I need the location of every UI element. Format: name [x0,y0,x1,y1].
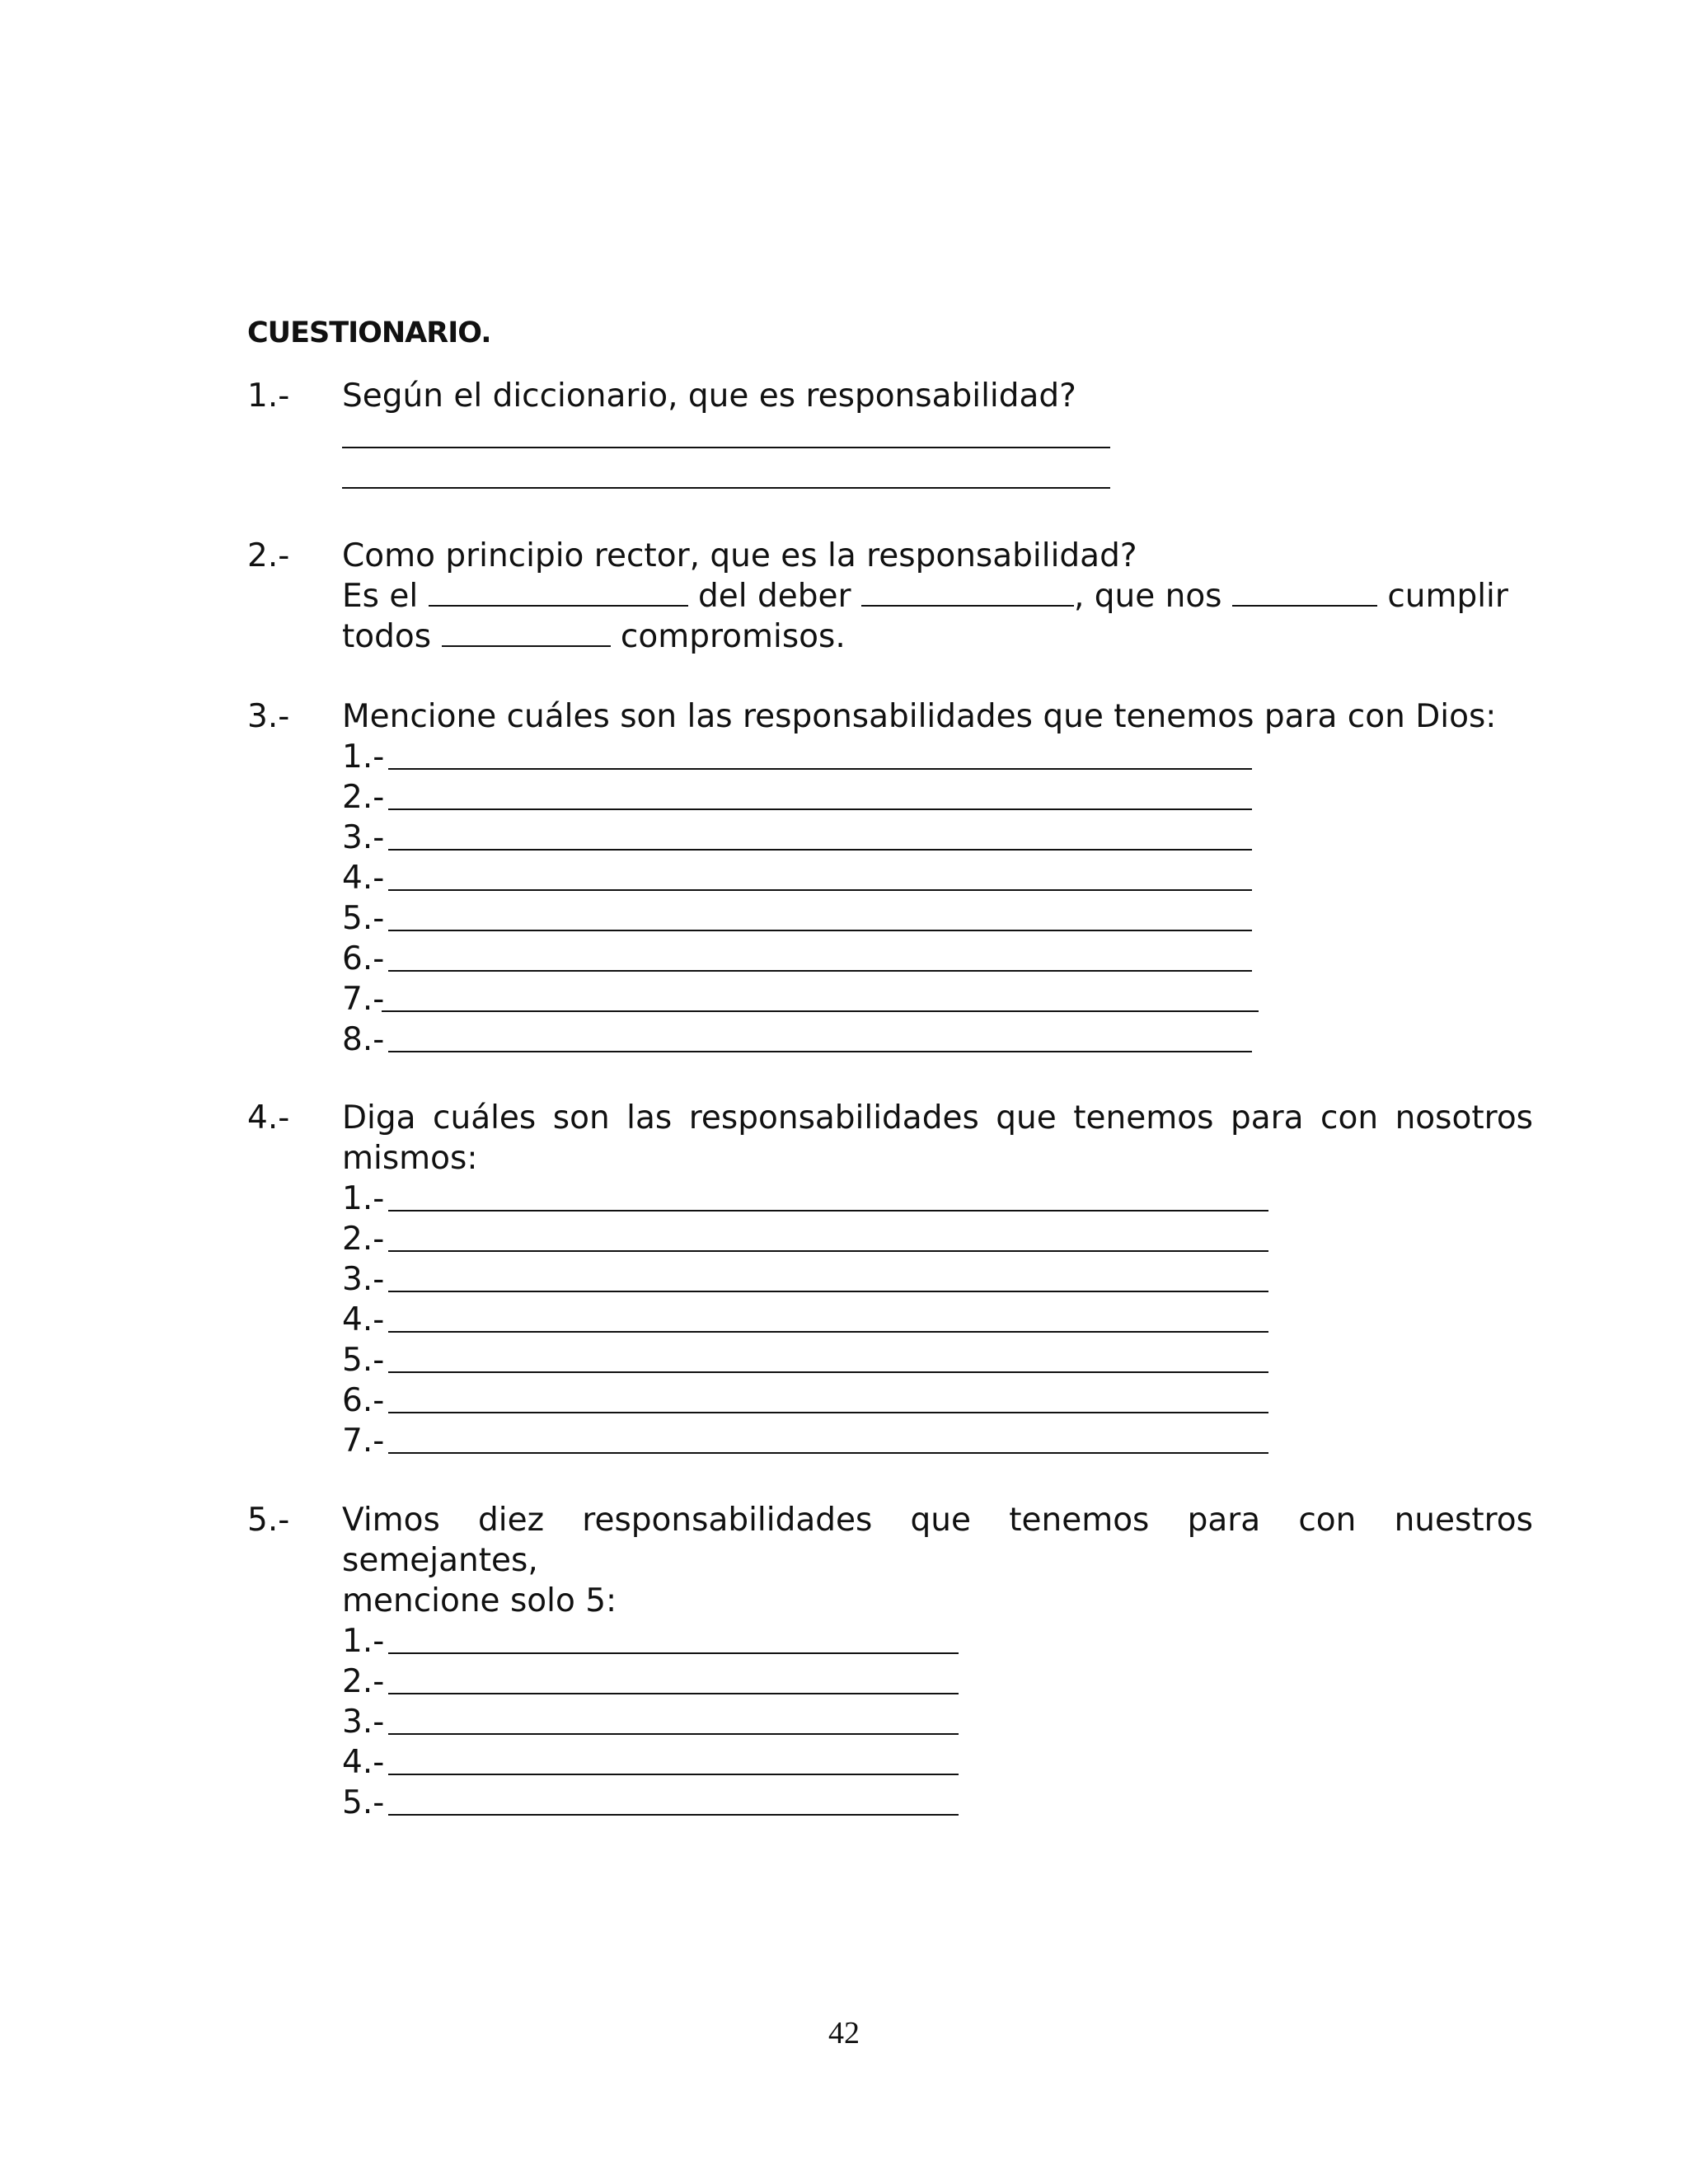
question-text: Como principio rector, que es la responsabilidad? [342,537,1137,574]
item-number: 5.- [342,900,385,937]
answer-line[interactable] [388,808,1252,810]
question-text: Según el diccionario, que es responsabilidad? [342,377,1076,415]
item-number: 3.- [342,1704,385,1741]
answer-line[interactable] [388,970,1252,972]
list-item [342,1259,1533,1300]
list-item [342,1179,1533,1219]
item-number: 6.- [342,1382,385,1419]
item-number: 8.- [342,1021,385,1058]
fill-text: cumplir [1387,578,1508,615]
list-item [342,1380,1533,1421]
answer-line[interactable] [388,889,1252,891]
list-item [342,1421,1533,1461]
question-number: 4.- [247,1099,290,1137]
answer-line[interactable] [382,1010,1259,1012]
fill-text: Es el [342,578,419,615]
fill-text: todos [342,618,432,655]
list-item [342,1661,1533,1702]
answer-line[interactable] [388,1210,1268,1212]
list-item [342,737,1533,777]
fill-blank[interactable] [429,580,688,607]
answer-line[interactable] [388,1774,959,1775]
fill-text: compromisos. [620,618,846,655]
fill-blank[interactable] [861,580,1074,607]
item-number: 5.- [342,1784,385,1821]
question-text: Vimos diez responsabilidades que tenemos para con nuestros semejantes, [342,1502,1533,1579]
item-number: 3.- [342,819,385,856]
list-item [342,777,1533,818]
fill-in-sentence-line-2 [342,616,1533,657]
item-number: 7.- [342,981,385,1018]
fill-text: , que nos [1073,578,1222,615]
item-number: 4.- [342,1301,385,1338]
fill-blank[interactable] [442,621,611,647]
item-number: 5.- [342,1342,385,1379]
list-item [342,1019,1533,1060]
list-item [342,939,1533,979]
question-text: Diga cuáles son las responsabilidades que tenemos para con nosotros [342,1099,1533,1137]
item-number: 1.- [342,738,385,776]
answer-line[interactable] [388,1814,959,1816]
answer-line[interactable] [388,1452,1268,1454]
fill-in-sentence-line-1 [342,576,1533,616]
list-item [342,898,1533,939]
answer-line[interactable] [342,447,1110,448]
answer-line[interactable] [388,1331,1268,1333]
list-item [342,1702,1533,1742]
list-item [342,979,1533,1019]
fill-blank[interactable] [1232,580,1377,607]
list-item [342,1742,1533,1783]
item-number: 2.- [342,1221,385,1258]
item-number: 2.- [342,779,385,816]
item-number: 7.- [342,1422,385,1460]
list-item [342,858,1533,898]
list-item [342,1219,1533,1259]
question-number: 2.- [247,537,290,574]
list-item [342,1621,1533,1661]
item-number: 4.- [342,860,385,897]
list-item [342,1340,1533,1380]
list-item [342,1783,1533,1823]
answer-line[interactable] [388,1412,1268,1413]
list-item [342,818,1533,858]
page-number: 42 [828,2016,860,2050]
item-number: 6.- [342,940,385,977]
answer-line[interactable] [388,1291,1268,1292]
answer-line[interactable] [388,1652,959,1654]
fill-text: del deber [698,578,851,615]
answer-line[interactable] [388,1693,959,1694]
question-text-continued: mencione solo 5: [342,1582,617,1619]
question-text: Mencione cuáles son las responsabilidades que tenemos para con Dios: [342,698,1497,735]
page-heading: CUESTIONARIO. [247,316,491,349]
answer-line[interactable] [388,930,1252,931]
answer-line[interactable] [388,1250,1268,1252]
question-text-continued: mismos: [342,1140,478,1177]
question-number: 5.- [247,1502,290,1539]
answer-line[interactable] [388,1051,1252,1052]
answer-line[interactable] [388,1733,959,1735]
item-number: 2.- [342,1663,385,1700]
item-number: 1.- [342,1180,385,1217]
item-number: 4.- [342,1744,385,1781]
answer-line[interactable] [342,487,1110,489]
answer-line[interactable] [388,1371,1268,1373]
question-number: 3.- [247,698,290,735]
answer-lines [342,416,1533,499]
list-item [342,1300,1533,1340]
item-number: 3.- [342,1261,385,1298]
answer-line[interactable] [388,849,1252,851]
item-number: 1.- [342,1623,385,1660]
answer-line[interactable] [388,768,1252,770]
question-number: 1.- [247,377,290,415]
